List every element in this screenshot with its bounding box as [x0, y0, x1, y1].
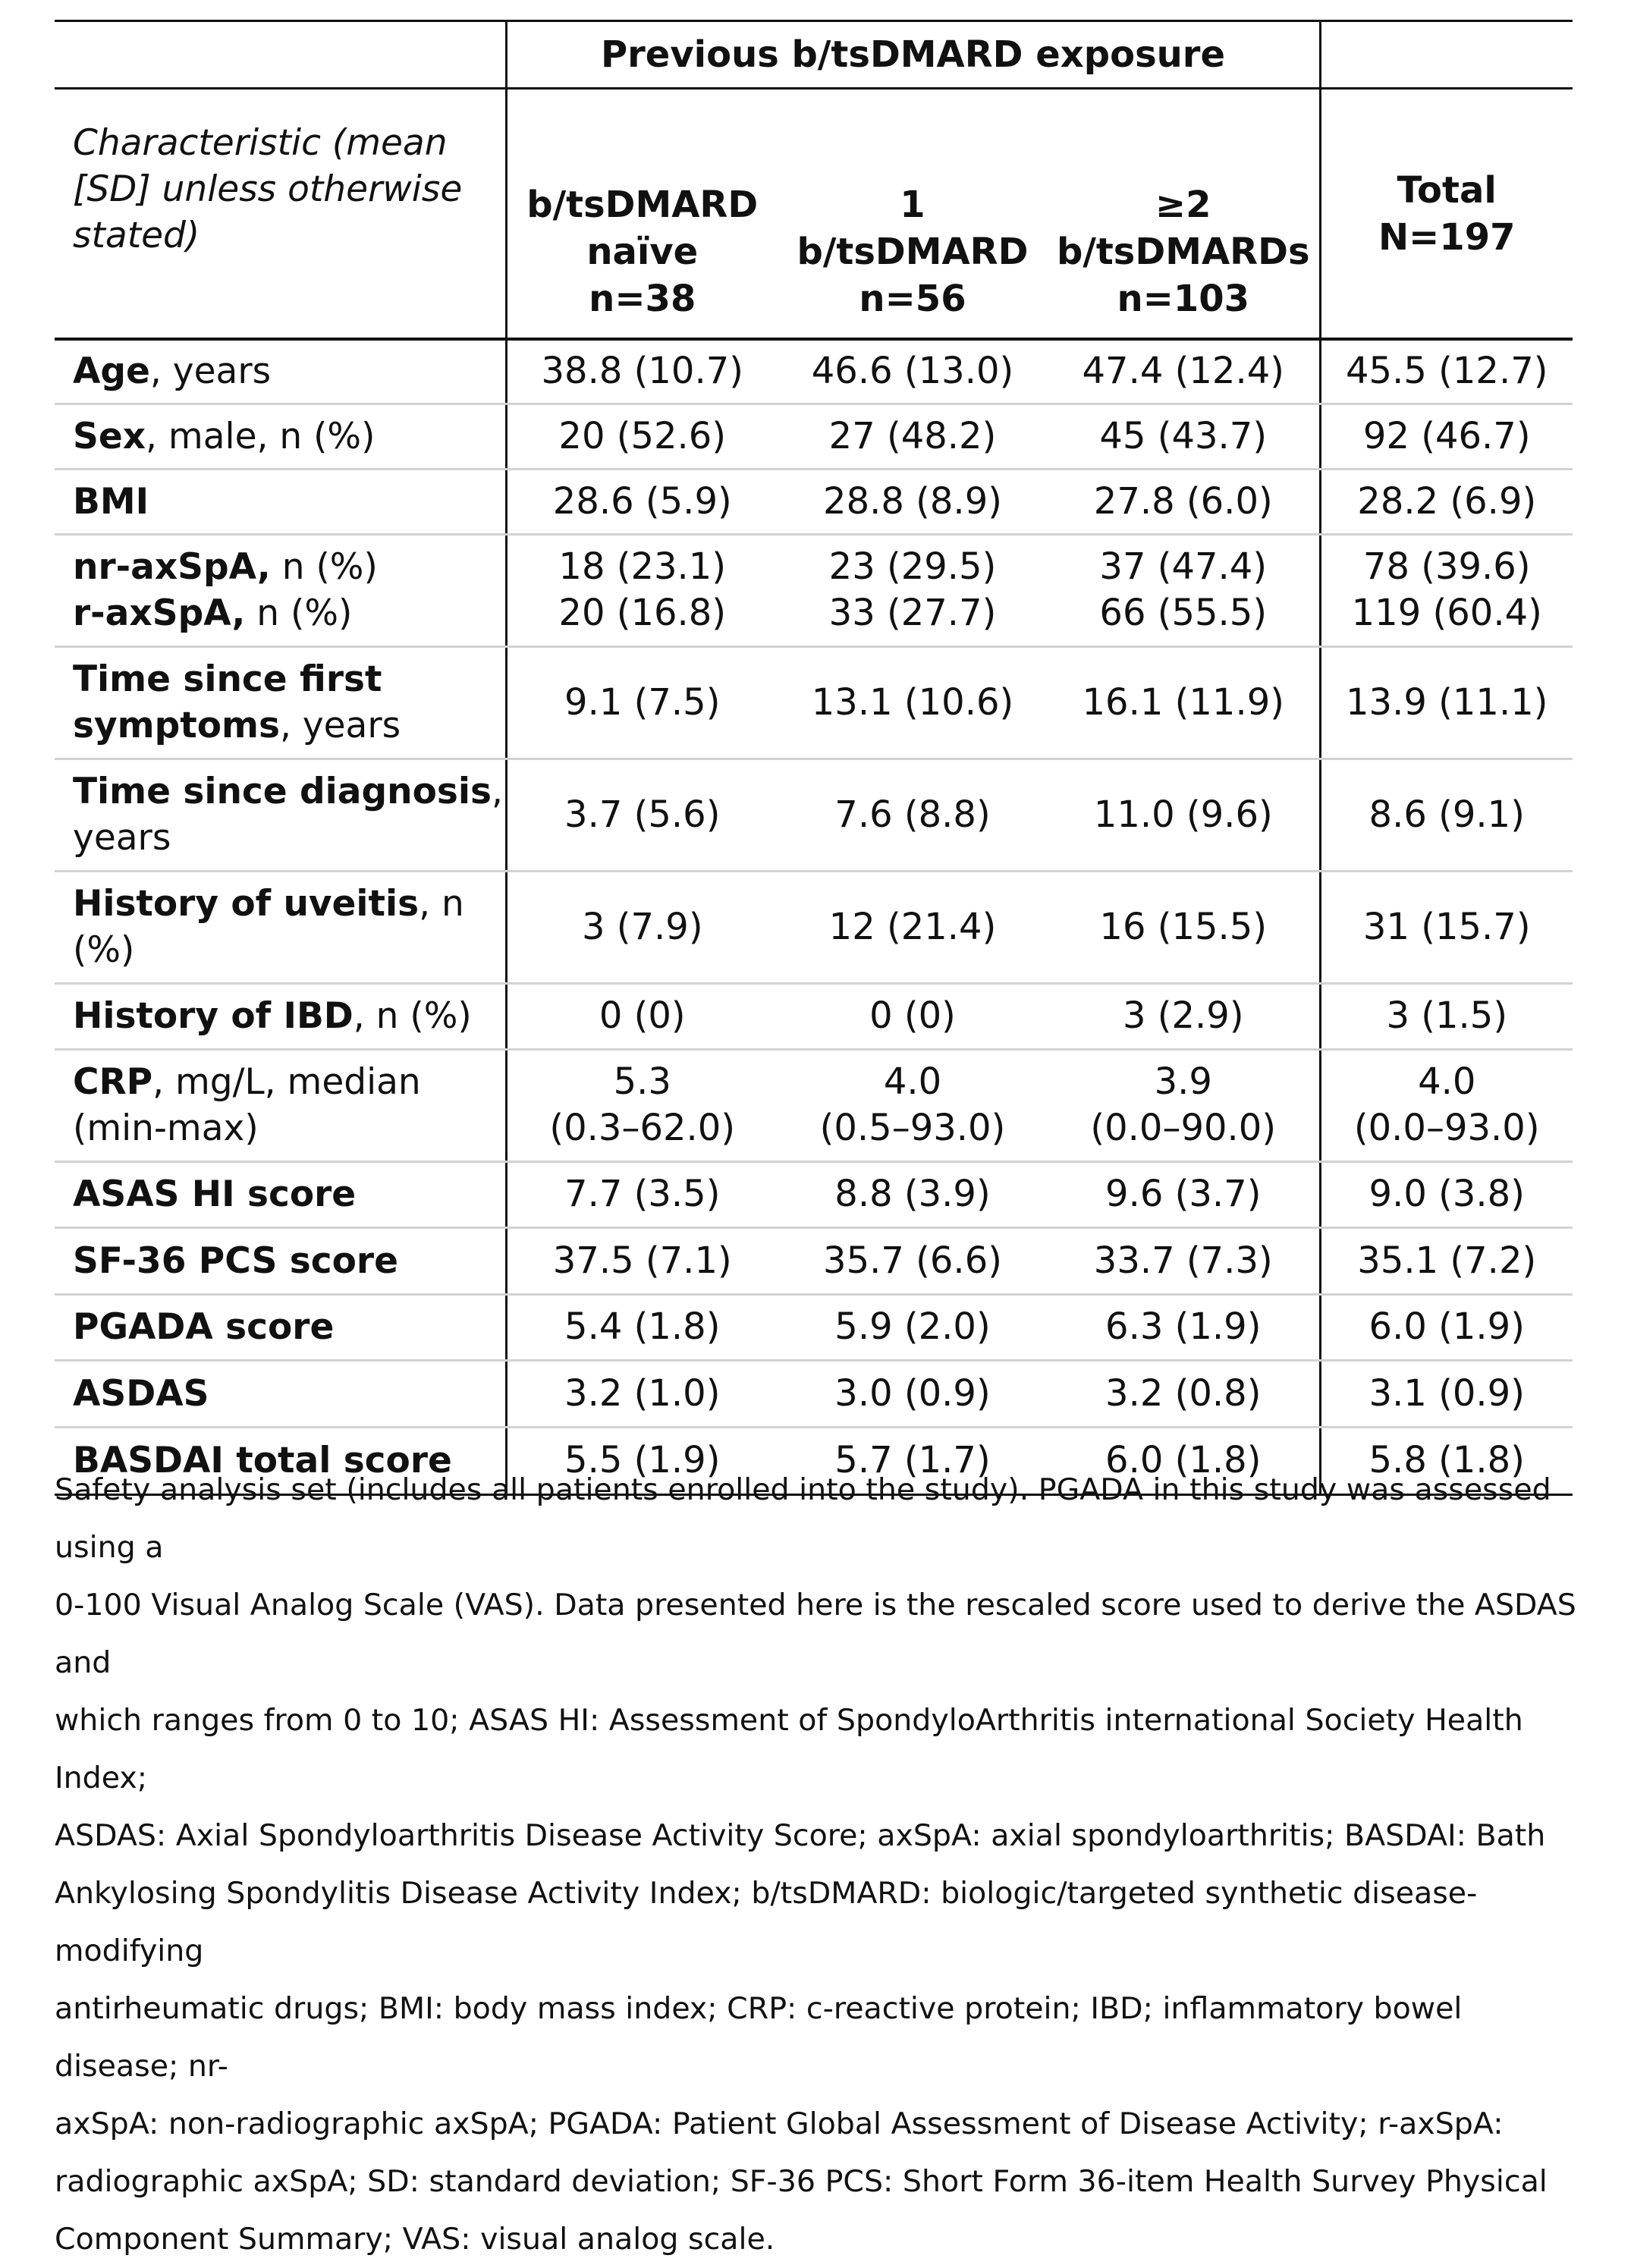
cell-value: 7.6 (8.8) [778, 759, 1048, 871]
table-row-pgada-score [55, 1294, 1573, 1360]
row-label [55, 646, 506, 759]
row-label-rest: , mg/L, median [152, 1061, 421, 1103]
cell-value: 33.7 (7.3) [1048, 1227, 1320, 1294]
characteristic-header-line: (mean [SD] unless [73, 122, 448, 210]
footnote-line: radiographic axSpA; SD: standard deviation; SF-36 PCS: Short Form 36-item Health Survey Physical [55, 2164, 1548, 2199]
row-label-bold: CRP [73, 1061, 153, 1103]
table-row-asas-hi-score [55, 1161, 1573, 1227]
table-row-history-of-ibd [55, 983, 1573, 1049]
column-header-two-plus-dmards [1048, 89, 1320, 340]
table-row-sex [55, 404, 1573, 469]
table-footnote [55, 1461, 1579, 2268]
column-header-line: b/tsDMARD [526, 184, 759, 226]
footnote-line: Ankylosing Spondylitis Disease Activity Index; b/tsDMARD: biologic/targeted synthetic disease-modifying [55, 1876, 1478, 1968]
row-label-rest: , n (%) [353, 995, 472, 1037]
row-label-line [73, 768, 505, 815]
cell-value: 6.3 (1.9) [1048, 1294, 1320, 1360]
cell-value-line: 37 (47.4) [1099, 545, 1268, 588]
cell-value: 6.0 (1.9) [1320, 1294, 1573, 1360]
cell-value-line: 66 (55.5) [1099, 592, 1268, 634]
cell-value: 5.9 (2.0) [778, 1294, 1048, 1360]
cell-value: 3 (2.9) [1048, 983, 1320, 1049]
row-label [55, 871, 506, 983]
cell-value: 31 (15.7) [1320, 871, 1573, 983]
cell-value [506, 1049, 778, 1161]
cell-value-line: 4.0 [1418, 1060, 1476, 1103]
table-row-crp [55, 1049, 1573, 1161]
cell-value: 13.1 (10.6) [778, 646, 1048, 759]
row-label-bold: History of IBD [73, 995, 354, 1037]
cell-value: 35.1 (7.2) [1320, 1227, 1573, 1294]
table-row-sf36-pcs-score [55, 1227, 1573, 1294]
cell-value: 5.4 (1.8) [506, 1294, 778, 1360]
cell-value-line: 33 (27.7) [828, 592, 997, 634]
cell-value: 12 (21.4) [778, 871, 1048, 983]
cell-value: 16.1 (11.9) [1048, 646, 1320, 759]
cell-value [778, 1049, 1048, 1161]
row-label [55, 1161, 506, 1227]
cell-value-line: 23 (29.5) [828, 545, 997, 588]
cell-value: 20 (52.6) [506, 404, 778, 469]
column-header-row [55, 89, 1573, 340]
cell-value: 16 (15.5) [1048, 871, 1320, 983]
column-header-line: b/tsDMARD [797, 231, 1029, 273]
footnote-line: antirheumatic drugs; BMI: body mass index; CRP: c-reactive protein; IBD; inflammatory bowel disease; nr- [55, 1991, 1463, 2084]
footnote-line: Safety analysis set (includes all patients enrolled into the study). PGADA in this study was assessed using a [55, 1472, 1551, 1565]
table-row-bmi [55, 469, 1573, 534]
column-header-line: Total [1397, 168, 1497, 212]
table-row-time-since-diagnosis [55, 759, 1573, 871]
cell-value [1320, 534, 1573, 646]
cell-value: 92 (46.7) [1320, 404, 1573, 469]
cell-value-line: 20 (16.8) [558, 592, 727, 634]
footnote-line: which ranges from 0 to 10; ASAS HI: Assessment of SpondyloArthritis international Society Health Index; [55, 1703, 1523, 1795]
row-label-line: (%) [73, 929, 135, 971]
footnote-line: axSpA: non-radiographic axSpA; PGADA: Patient Global Assessment of Disease Activity; r-axSpA: [55, 2106, 1504, 2141]
cell-value: 27.8 (6.0) [1048, 469, 1320, 534]
row-label-line [73, 1059, 505, 1105]
row-label-bold: History of uveitis [73, 883, 419, 925]
cell-value: 0 (0) [778, 983, 1048, 1049]
group-header-total-empty-cell [1320, 21, 1573, 89]
row-label-line [73, 544, 505, 590]
cell-value: 28.2 (6.9) [1320, 469, 1573, 534]
row-label-bold: r-axSpA, [73, 592, 246, 634]
cell-value-line: (0.3–62.0) [549, 1107, 736, 1149]
cell-value: 5.5 (1.9) [506, 1427, 778, 1494]
table-row-history-of-uveitis [55, 871, 1573, 983]
cell-value [1320, 1049, 1573, 1161]
cell-value [1048, 534, 1320, 646]
cell-value-line: (0.5–93.0) [819, 1107, 1006, 1149]
cell-value: 3.2 (0.8) [1048, 1360, 1320, 1427]
table-row-asdas [55, 1360, 1573, 1427]
row-label-rest: n (%) [270, 546, 378, 588]
column-header-one-dmard [778, 89, 1048, 340]
row-label [55, 534, 506, 646]
row-label-bold: Age [73, 350, 150, 393]
cell-value: 37.5 (7.1) [506, 1227, 778, 1294]
row-label-bold: Time since first [73, 658, 382, 700]
cell-value-line: (0.0–90.0) [1090, 1107, 1277, 1149]
row-label [55, 1360, 506, 1427]
row-label-line: years [73, 817, 171, 859]
column-header-line: n=56 [859, 278, 966, 320]
cell-value [506, 534, 778, 646]
cell-value: 3.7 (5.6) [506, 759, 778, 871]
column-header-line: 1 [900, 184, 925, 226]
cell-value: 5.8 (1.8) [1320, 1427, 1573, 1494]
table-row-axspa [55, 534, 1573, 646]
row-label-line [73, 881, 505, 927]
cell-value [1048, 1049, 1320, 1161]
cell-value: 8.8 (3.9) [778, 1161, 1048, 1227]
cell-value-line: 18 (23.1) [558, 545, 727, 588]
column-header-total [1320, 89, 1573, 340]
cell-value: 35.7 (6.6) [778, 1227, 1048, 1294]
row-label-rest: , years [149, 350, 272, 393]
cell-value [778, 534, 1048, 646]
row-label [55, 1227, 506, 1294]
cell-value: 28.8 (8.9) [778, 469, 1048, 534]
characteristic-header-line: otherwise stated) [73, 168, 463, 256]
cell-value: 38.8 (10.7) [506, 339, 778, 404]
characteristic-header [55, 89, 506, 340]
row-label-bold: Time since diagnosis [73, 771, 492, 812]
column-header-line: b/tsDMARDs [1056, 231, 1310, 273]
row-label [55, 759, 506, 871]
baseline-characteristics-table [55, 20, 1573, 1496]
column-header-line: n=38 [589, 278, 696, 320]
group-header-row [55, 21, 1573, 89]
row-label-line: (min-max) [73, 1107, 259, 1149]
cell-value: 45.5 (12.7) [1320, 339, 1573, 404]
cell-value: 0 (0) [506, 983, 778, 1049]
cell-value: 5.7 (1.7) [778, 1427, 1048, 1494]
row-label [55, 1294, 506, 1360]
table-row-time-since-first-symptoms [55, 646, 1573, 759]
column-header-naive [506, 89, 778, 340]
row-label [55, 983, 506, 1049]
row-label-line [73, 702, 505, 749]
row-label-bold: SF-36 PCS score [73, 1239, 398, 1282]
row-label-bold: ASAS HI score [73, 1173, 357, 1215]
row-label [55, 404, 506, 469]
cell-value: 9.6 (3.7) [1048, 1161, 1320, 1227]
cell-value-line: 119 (60.4) [1351, 592, 1542, 634]
cell-value-line: (0.0–93.0) [1353, 1107, 1540, 1149]
characteristic-header-line: Characteristic [73, 122, 321, 164]
cell-value: 3 (1.5) [1320, 983, 1573, 1049]
row-label [55, 469, 506, 534]
row-label-rest: , male, n (%) [146, 415, 376, 457]
footnote-line: ASDAS: Axial Spondyloarthritis Disease Activity Score; axSpA: axial spondyloarthritis; BASDAI: Bath [55, 1818, 1546, 1853]
cell-value: 3.0 (0.9) [778, 1360, 1048, 1427]
table-row-age [55, 339, 1573, 404]
column-header-line: ≥2 [1155, 184, 1211, 226]
cell-value-line: 5.3 [613, 1060, 671, 1103]
row-label-rest: , [491, 771, 503, 812]
row-label-rest: , n [419, 883, 464, 925]
cell-value-line: 4.0 [883, 1060, 942, 1103]
cell-value: 13.9 (11.1) [1320, 646, 1573, 759]
cell-value: 9.1 (7.5) [506, 646, 778, 759]
cell-value: 46.6 (13.0) [778, 339, 1048, 404]
column-header-line: naïve [586, 231, 699, 273]
row-label-rest: , years [279, 705, 401, 746]
row-label-bold: PGADA score [73, 1306, 335, 1348]
row-label [55, 1049, 506, 1161]
footnote-line: Component Summary; VAS: visual analog scale. [55, 2222, 775, 2257]
row-label-bold: Sex [73, 415, 146, 457]
cell-value: 8.6 (9.1) [1320, 759, 1573, 871]
row-label-bold: nr-axSpA, [73, 546, 271, 588]
column-header-line: N=197 [1378, 215, 1516, 259]
footnote-line: 0-100 Visual Analog Scale (VAS). Data presented here is the rescaled score used to derive the ASDAS and [55, 1588, 1576, 1680]
cell-value-line: 3.9 [1154, 1060, 1212, 1103]
baseline-characteristics-table-container [55, 20, 1573, 1496]
cell-value: 3.1 (0.9) [1320, 1360, 1573, 1427]
cell-value-line: 78 (39.6) [1362, 545, 1531, 588]
row-label-rest: n (%) [245, 592, 353, 634]
cell-value: 7.7 (3.5) [506, 1161, 778, 1227]
group-header-title: Previous b/tsDMARD exposure [506, 21, 1320, 89]
row-label-bold: BASDAI total score [73, 1440, 452, 1481]
cell-value: 28.6 (5.9) [506, 469, 778, 534]
cell-value: 47.4 (12.4) [1048, 339, 1320, 404]
group-header-empty-cell [55, 21, 506, 89]
cell-value: 9.0 (3.8) [1320, 1161, 1573, 1227]
row-label-bold: symptoms [73, 705, 280, 746]
column-header-line: n=103 [1117, 278, 1250, 320]
cell-value: 3 (7.9) [506, 871, 778, 983]
row-label-line [73, 656, 505, 702]
cell-value: 45 (43.7) [1048, 404, 1320, 469]
cell-value: 11.0 (9.6) [1048, 759, 1320, 871]
row-label-bold: ASDAS [73, 1372, 209, 1415]
row-label [55, 339, 506, 404]
cell-value: 3.2 (1.0) [506, 1360, 778, 1427]
cell-value: 27 (48.2) [778, 404, 1048, 469]
row-label-line [73, 590, 505, 636]
row-label-bold: BMI [73, 480, 149, 523]
cell-value: 6.0 (1.8) [1048, 1427, 1320, 1494]
